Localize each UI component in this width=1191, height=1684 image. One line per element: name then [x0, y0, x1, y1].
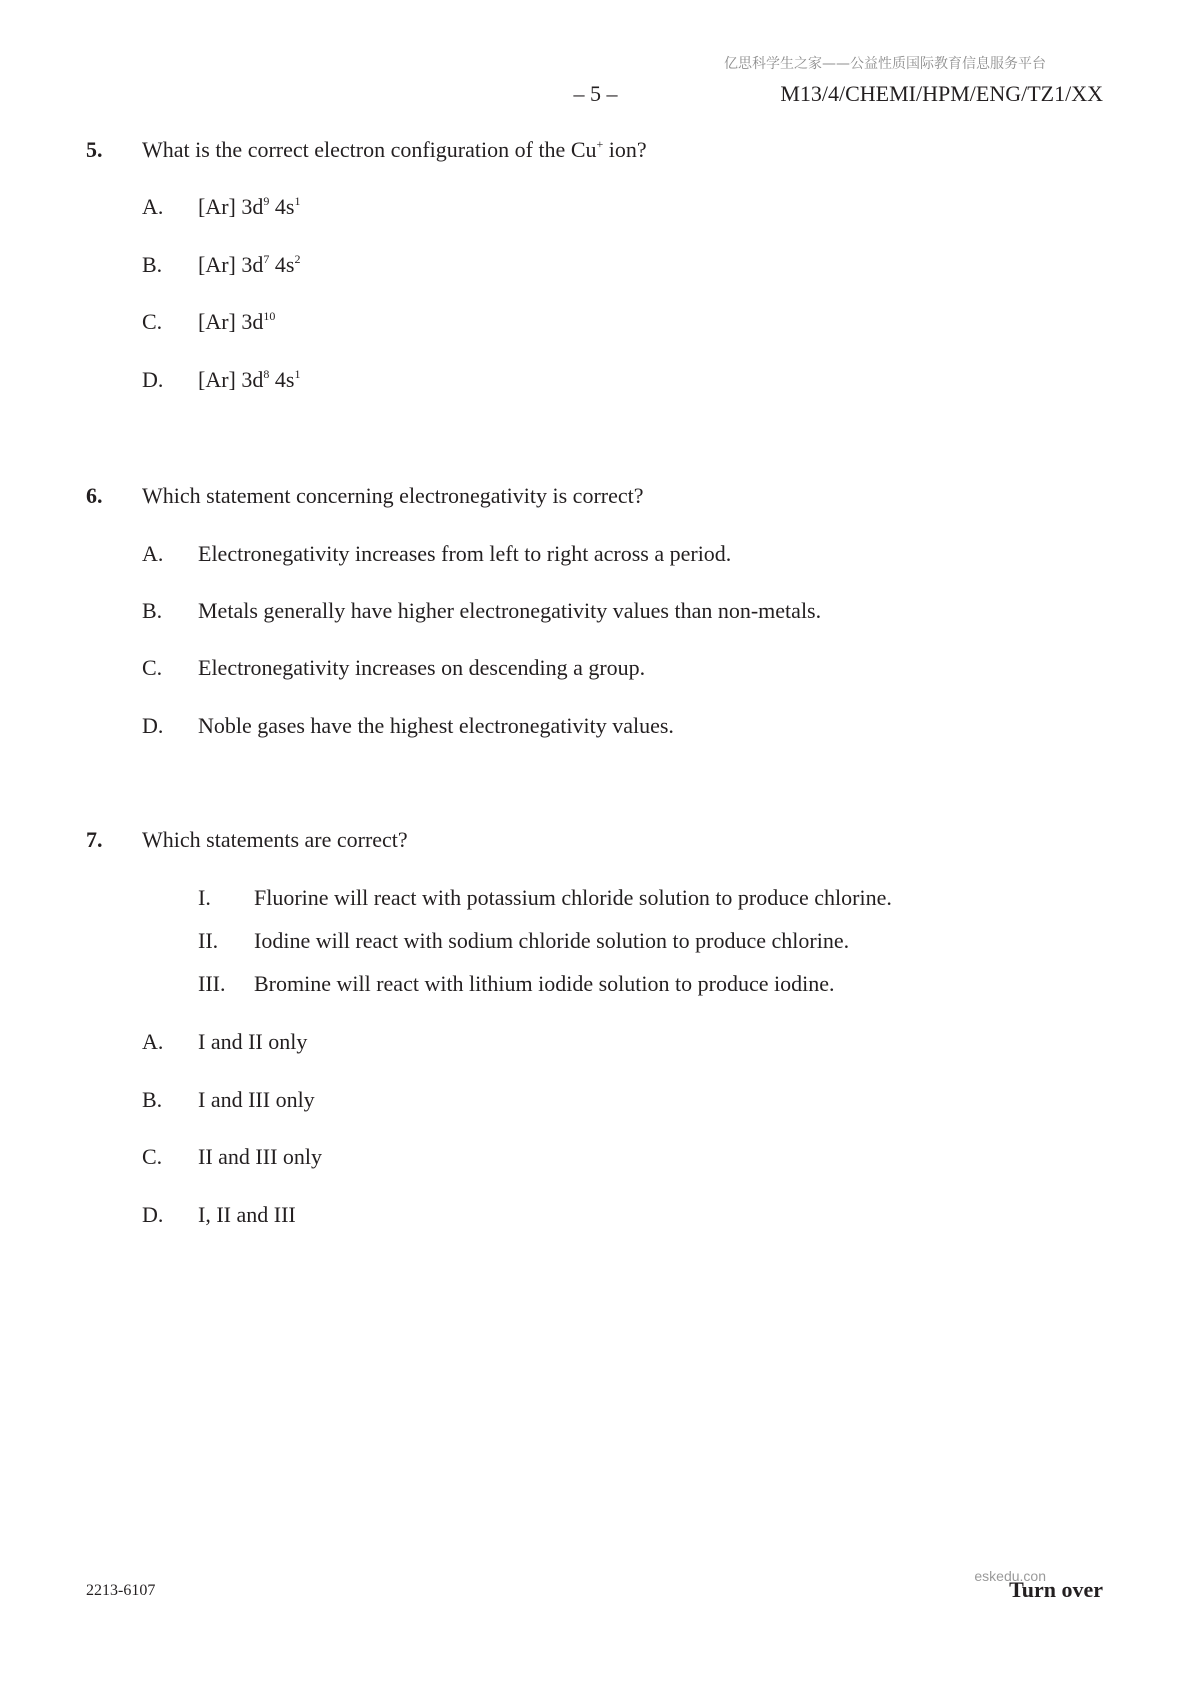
q5-option-c [0, 310, 1191, 334]
q7-option-c [0, 1145, 1191, 1169]
config-part: [Ar] 3d [198, 194, 264, 219]
q7-statement-iii [0, 972, 1191, 996]
config-superscript: 9 [263, 194, 270, 208]
page-number: – 5 – [573, 81, 618, 106]
option-text: Noble gases have the highest electronegativity values. [198, 713, 674, 738]
statement-numeral: I. [198, 885, 211, 910]
q5-option-a [0, 195, 1191, 219]
charge-superscript: + [596, 137, 604, 151]
option-text: Electronegativity increases from left to right across a period. [198, 541, 732, 566]
option-text [198, 310, 275, 334]
option-label: C. [142, 309, 163, 334]
config-part: 4s [269, 252, 295, 277]
question-5 [0, 138, 1191, 162]
option-text: I and II only [198, 1029, 308, 1054]
question-7 [0, 828, 1191, 852]
statement-numeral: II. [198, 928, 219, 953]
option-text: II and III only [198, 1144, 323, 1169]
config-superscript: 1 [294, 194, 301, 208]
option-label: D. [142, 713, 164, 738]
option-text [198, 368, 300, 392]
config-superscript: 2 [294, 252, 301, 266]
document-id: 2213-6107 [86, 1582, 156, 1599]
question-number: 5. [86, 137, 103, 162]
question-text: Which statement concerning electronegativity is correct? [142, 483, 644, 508]
option-text: I and III only [198, 1087, 315, 1112]
paper-code: M13/4/CHEMI/HPM/ENG/TZ1/XX [780, 81, 1103, 106]
q7-option-b [0, 1088, 1191, 1112]
q7-statement-i [0, 886, 1191, 910]
question-text-end: ion? [603, 137, 647, 162]
question-text-main: What is the correct electron configuration of the Cu [142, 137, 597, 162]
config-part: [Ar] 3d [198, 252, 264, 277]
q6-option-b [0, 599, 1191, 623]
option-label: A. [142, 541, 164, 566]
option-text [198, 253, 300, 277]
option-text: Metals generally have higher electronegativity values than non-metals. [198, 598, 822, 623]
config-part: 4s [269, 367, 295, 392]
statement-text: Fluorine will react with potassium chloride solution to produce chlorine. [254, 885, 892, 910]
config-superscript: 8 [263, 367, 270, 381]
q5-option-d [0, 368, 1191, 392]
question-text [142, 138, 647, 162]
option-label: A. [142, 1029, 164, 1054]
option-text: Electronegativity increases on descending a group. [198, 655, 646, 680]
option-label: B. [142, 598, 163, 623]
question-6 [0, 484, 1191, 508]
statement-text: Iodine will react with sodium chloride solution to produce chlorine. [254, 928, 850, 953]
question-text: Which statements are correct? [142, 827, 408, 852]
config-part: [Ar] 3d [198, 367, 264, 392]
option-label: C. [142, 1144, 163, 1169]
q6-option-a [0, 542, 1191, 566]
question-number: 7. [86, 827, 103, 852]
top-watermark: 亿思科学生之家——公益性质国际教育信息服务平台 [724, 56, 1046, 72]
q5-option-b [0, 253, 1191, 277]
question-number: 6. [86, 483, 103, 508]
config-part: [Ar] 3d [198, 309, 264, 334]
option-text: I, II and III [198, 1202, 296, 1227]
option-label: D. [142, 367, 164, 392]
q7-option-a [0, 1030, 1191, 1054]
option-label: B. [142, 252, 163, 277]
option-text [198, 195, 300, 219]
q7-statement-ii [0, 929, 1191, 953]
q7-option-d [0, 1203, 1191, 1227]
config-superscript: 10 [263, 309, 276, 323]
statement-numeral: III. [198, 971, 226, 996]
q6-option-c [0, 656, 1191, 680]
option-label: C. [142, 655, 163, 680]
option-label: A. [142, 194, 164, 219]
bottom-watermark: eskedu.con [974, 1568, 1046, 1584]
config-superscript: 1 [294, 367, 301, 381]
option-label: D. [142, 1202, 164, 1227]
option-label: B. [142, 1087, 163, 1112]
statement-text: Bromine will react with lithium iodide solution to produce iodine. [254, 971, 835, 996]
turn-over-label: Turn over [1009, 1577, 1103, 1602]
config-superscript: 7 [263, 252, 270, 266]
config-part: 4s [269, 194, 295, 219]
q6-option-d [0, 714, 1191, 738]
